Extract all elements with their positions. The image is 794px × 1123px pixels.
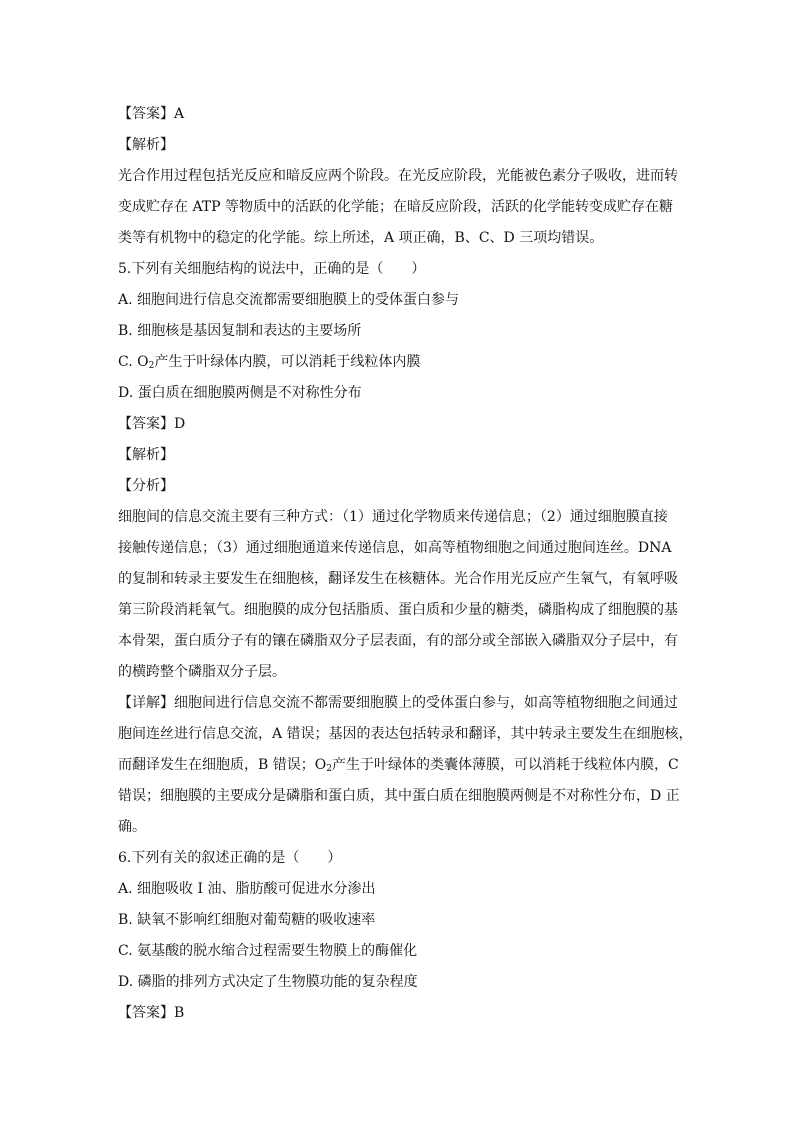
paragraph-line: 本骨架，蛋白质分子有的镶在磷脂双分子层表面，有的部分或全部嵌入磷脂双分子层中，有 [118, 633, 678, 649]
paragraph-line [118, 750, 678, 781]
breakdown-paragraph [118, 502, 678, 688]
option-c-text: 产生于叶绿体内膜，可以消耗于线粒体内膜 [154, 354, 421, 370]
paragraph-line: 的横跨整个磷脂双分子层。 [118, 664, 286, 680]
question-6-option-d: D. 磷脂的排列方式决定了生物膜功能的复杂程度 [118, 974, 418, 990]
question-5-option-a: A. 细胞间进行信息交流都需要细胞膜上的受体蛋白参与 [118, 292, 460, 308]
paragraph-line: 胞间连丝进行信息交流，A 错误；基因的表达包括转录和翻译，其中转录主要发生在细胞核， [118, 726, 693, 742]
question-5-option-b: B. 细胞核是基因复制和表达的主要场所 [118, 323, 362, 339]
paragraph-line: 类等有机物中的稳定的化学能。综上所述，A 项正确，B、C、D 三项均错误。 [118, 230, 604, 246]
line-prefix: 而翻译发生在细胞质，B 错误；O [118, 757, 327, 773]
question-6-option-b: B. 缺氧不影响红细胞对葡萄糖的吸收速率 [118, 912, 376, 928]
answer-label: 【答案】D [118, 416, 186, 432]
line-suffix: 产生于叶绿体的类囊体薄膜，可以消耗于线粒体内膜，C [331, 757, 679, 773]
question-5-option-c [118, 347, 678, 378]
analysis-label: 【解析】 [118, 447, 174, 463]
paragraph-line: 错误；细胞膜的主要成分是磷脂和蛋白质，其中蛋白质在细胞膜两侧是不对称性分布，D 正 [118, 788, 680, 804]
analysis-label: 【解析】 [118, 137, 174, 153]
analysis-paragraph [118, 161, 678, 254]
subscript: 2 [148, 361, 155, 371]
question-6-option-a: A. 细胞吸收 I 油、脂肪酸可促进水分渗出 [118, 881, 376, 897]
paragraph-line: 光合作用过程包括光反应和暗反应两个阶段。在光反应阶段，光能被色素分子吸收，进而转 [118, 168, 678, 184]
subscript: 2 [326, 764, 332, 774]
question-6-option-c: C. 氨基酸的脱水缩合过程需要生物膜上的酶催化 [118, 943, 418, 959]
paragraph-line: 确。 [118, 819, 146, 835]
document-content [118, 99, 693, 1029]
question-5-option-d: D. 蛋白质在细胞膜两侧是不对称性分布 [118, 385, 362, 401]
answer-label: 【答案】B [118, 1005, 185, 1021]
option-c-prefix: C. O [118, 354, 149, 370]
paragraph-line: 变成贮存在 ATP 等物质中的活跃的化学能；在暗反应阶段，活跃的化学能转变成贮存在糖 [118, 199, 674, 215]
detail-paragraph [118, 688, 693, 843]
breakdown-label: 【分析】 [118, 478, 174, 494]
paragraph-line: 细胞间的信息交流主要有三种方式：（1）通过化学物质来传递信息；（2）通过细胞膜直接 [118, 509, 668, 525]
paragraph-line: 的复制和转录主要发生在细胞核，翻译发生在核糖体。光合作用光反应产生氧气，有氧呼吸 [118, 571, 678, 587]
question-5: 5.下列有关细胞结构的说法中，正确的是（ ） [118, 261, 426, 277]
paragraph-line: 接触传递信息；（3）通过细胞通道来传递信息，如高等植物细胞之间通过胞间连丝。DNA [118, 540, 672, 556]
paragraph-line: 第三阶段消耗氧气。细胞膜的成分包括脂质、蛋白质和少量的糖类，磷脂构成了细胞膜的基 [118, 602, 678, 618]
answer-label: 【答案】A [118, 106, 185, 122]
question-6: 6.下列有关的叙述正确的是（ ） [118, 850, 342, 866]
paragraph-line: 【详解】细胞间进行信息交流不都需要细胞膜上的受体蛋白参与，如高等植物细胞之间通过 [118, 695, 678, 711]
